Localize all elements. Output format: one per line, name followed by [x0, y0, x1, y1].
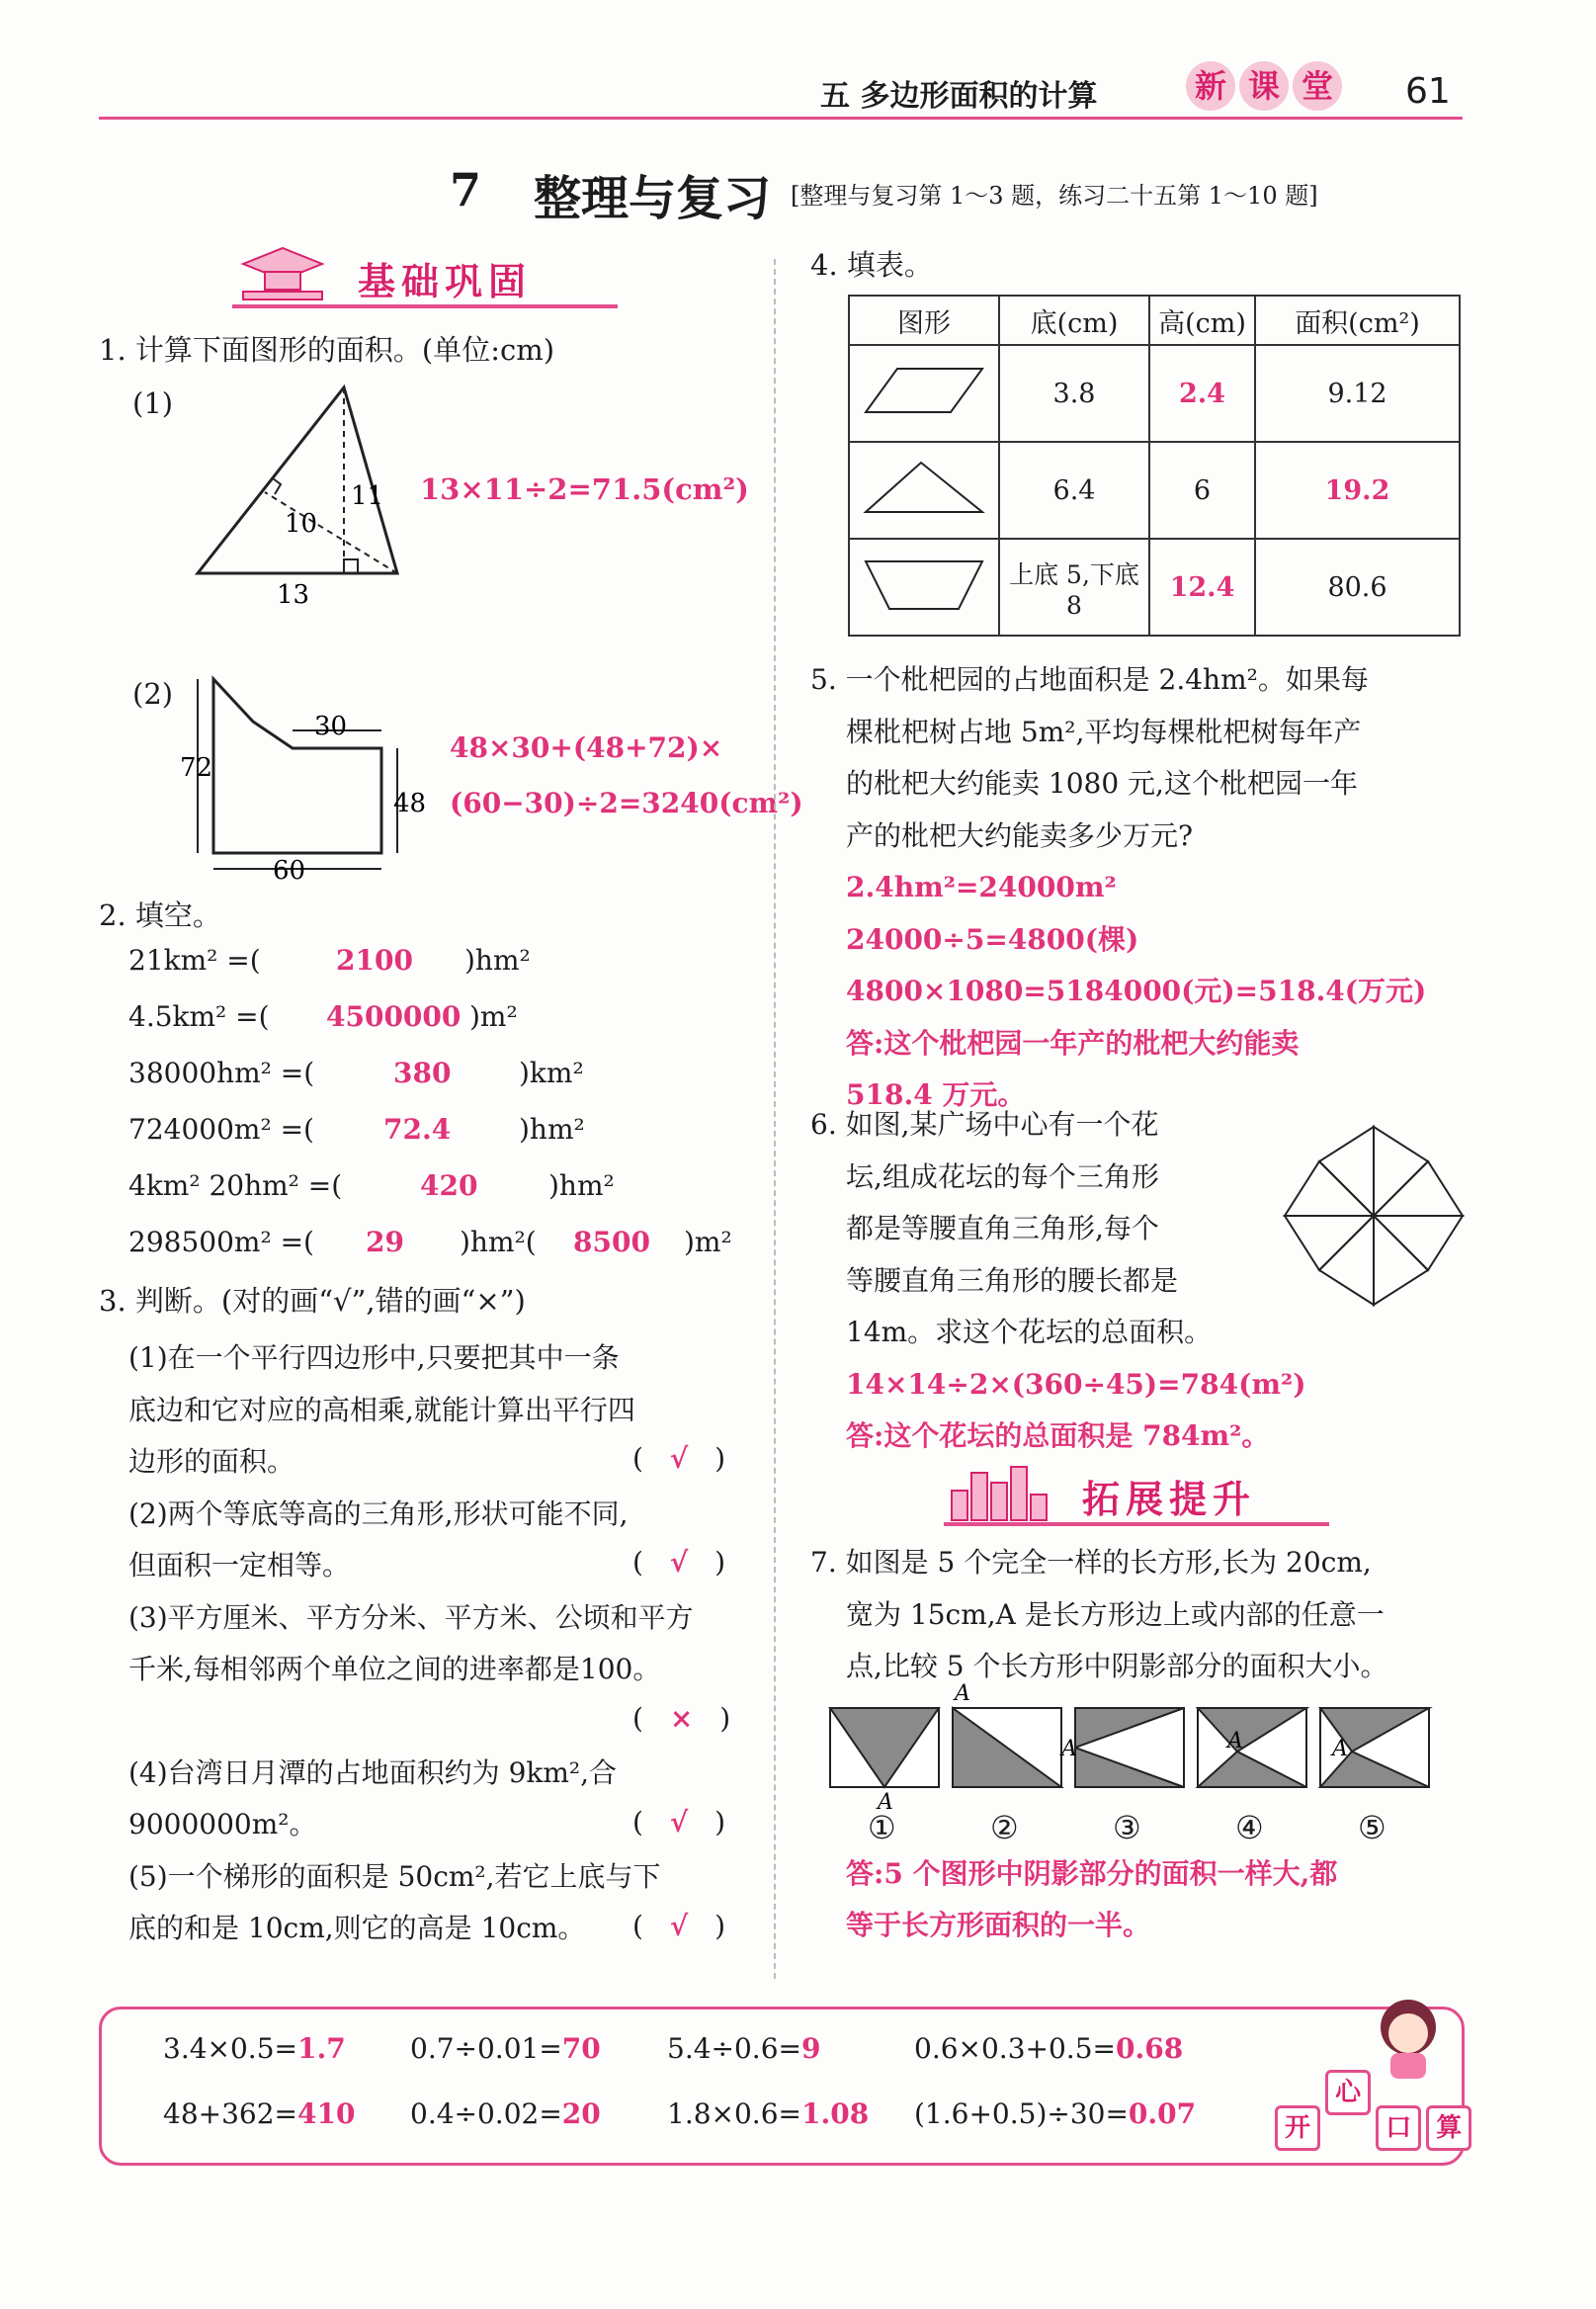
- q3-line: (5)一个梯形的面积是 50cm²,若它上底与下: [128, 1859, 661, 1893]
- q5-line: 5. 一个枇杷园的占地面积是 2.4hm²。如果每: [810, 663, 1369, 696]
- lesson-note: [整理与复习第 1～3 题，练习二十五第 1～10 题]: [791, 182, 1318, 210]
- fill-row: 298500m² =( 29 )hm²( 8500 )m²: [128, 1226, 732, 1258]
- composite-figure: [168, 667, 427, 890]
- q3-body: [128, 1332, 751, 1955]
- q3-line: (4)台湾日月潭的占地面积约为 9km²,合: [128, 1755, 618, 1789]
- table-row: 3.8 2.4 9.12: [849, 345, 1460, 442]
- table-header: 图形: [849, 296, 999, 345]
- q1-part1-label: (1): [132, 386, 174, 420]
- q3-mark: ( √ ): [632, 1806, 726, 1839]
- figure-label: ④: [1235, 1809, 1264, 1846]
- dim-side: 10: [285, 509, 318, 539]
- q6-line: 坛,组成花坛的每个三角形: [846, 1159, 1159, 1193]
- figure-label: ②: [990, 1809, 1019, 1846]
- table-header: 高(cm): [1149, 296, 1255, 345]
- q1-stem: 1. 计算下面图形的面积。(单位:cm): [99, 333, 555, 367]
- table-row: 上底 5,下底 8 12.4 80.6: [849, 539, 1460, 636]
- q6-line: 14m。求这个花坛的总面积。: [846, 1316, 1213, 1348]
- table-header: 底(cm): [999, 296, 1149, 345]
- q1-answer2-line2: (60−30)÷2=3240(cm²): [450, 787, 803, 819]
- table-row: 6.4 6 19.2: [849, 442, 1460, 539]
- fill-row: 724000m² =( 72.4 )hm²: [128, 1113, 585, 1146]
- point-a-label: A: [1332, 1737, 1348, 1761]
- q4-table: [848, 295, 1461, 637]
- girl-mascot-icon: [1369, 1992, 1448, 2081]
- brand-char: 新: [1186, 61, 1235, 111]
- q7-body: [810, 1537, 1388, 1693]
- q1-answer2-line1: 48×30+(48+72)×: [450, 731, 723, 764]
- q5-answer: 2.4hm²=24000m²: [846, 871, 1117, 903]
- q5-line: 产的枇杷大约能卖多少万元?: [846, 818, 1194, 852]
- dim-left: 72: [180, 753, 213, 783]
- q7-line: 7. 如图是 5 个完全一样的长方形,长为 20cm,: [810, 1546, 1372, 1579]
- point-a-label: A: [1061, 1737, 1077, 1761]
- q3-line: (1)在一个平行四边形中,只要把其中一条: [128, 1341, 620, 1374]
- q6-line: 等腰直角三角形的腰长都是: [846, 1263, 1179, 1297]
- buildings-icon: [944, 1461, 1052, 1522]
- point-a-label: A: [878, 1790, 893, 1815]
- q6-line: 6. 如图,某广场中心有一个花: [810, 1108, 1159, 1141]
- q3-stem: 3. 判断。(对的画“√”,错的画“×”): [99, 1284, 526, 1318]
- q2-rows: [128, 944, 732, 1282]
- q6-line: 都是等腰直角三角形,每个: [846, 1212, 1159, 1244]
- q3-line: (3)平方厘米、平方分米、平方米、公顷和平方: [128, 1600, 694, 1634]
- pinwheel-flowerbed-figure: [1275, 1117, 1472, 1315]
- q2-stem: 2. 填空。: [99, 898, 221, 932]
- figure-label: ③: [1113, 1809, 1141, 1846]
- fill-row: 38000hm² =( 380 )km²: [128, 1057, 584, 1089]
- mental-math-box: [99, 2007, 1465, 2166]
- dim-height: 11: [351, 481, 384, 511]
- lesson-number: 7: [450, 163, 482, 216]
- q3-mark: ( √ ): [632, 1442, 726, 1475]
- dim-right: 48: [393, 789, 427, 818]
- rectangles-figure: [828, 1680, 1461, 1815]
- page-number: 61: [1405, 71, 1451, 112]
- q1-answer1: 13×11÷2=71.5(cm²): [420, 472, 749, 506]
- q6-body: [810, 1099, 1305, 1463]
- parallelogram-icon: [860, 361, 988, 420]
- q7-line: 点,比较 5 个长方形中阴影部分的面积大小。: [846, 1650, 1388, 1682]
- q5-answer: 24000÷5=4800(棵): [846, 922, 1139, 956]
- dim-base: 13: [277, 580, 310, 610]
- q3-line: 底的和是 10cm,则它的高是 10cm。: [128, 1912, 586, 1944]
- q6-answer: 14×14÷2×(360÷45)=784(m²): [846, 1367, 1306, 1401]
- q3-mark: ( × ): [632, 1702, 731, 1735]
- mental-math-badge: 开 心 口 算: [1275, 2105, 1471, 2151]
- q3-line: (2)两个等底等高的三角形,形状可能不同,: [128, 1497, 629, 1530]
- lesson-title: 整理与复习: [534, 171, 772, 226]
- q3-line: 但面积一定相等。: [128, 1549, 351, 1582]
- header-rule: [99, 117, 1463, 120]
- q6-answer: 答:这个花坛的总面积是 784m²。: [846, 1419, 1270, 1452]
- section-title-basic: 基础巩固: [358, 260, 533, 303]
- q5-answer: 518.4 万元。: [846, 1078, 1026, 1111]
- q5-line: 棵枇杷树占地 5m²,平均每棵枇杷树每年产: [846, 715, 1362, 748]
- column-divider: [774, 259, 776, 1979]
- q3-line: 边形的面积。: [128, 1445, 295, 1478]
- q4-stem: 4. 填表。: [810, 248, 933, 282]
- q3-mark: ( √ ): [632, 1910, 726, 1942]
- q5-body: [810, 654, 1426, 1122]
- q3-mark: ( √ ): [632, 1546, 726, 1579]
- figure-label: ⑤: [1358, 1809, 1386, 1846]
- fill-row: 21km² =( 2100 )hm²: [128, 944, 531, 977]
- section-title-extend: 拓展提升: [1082, 1478, 1257, 1521]
- triangle-figure: [178, 376, 415, 613]
- brand-char: 课: [1239, 61, 1289, 111]
- point-a-label: A: [955, 1681, 970, 1706]
- point-a-label: A: [1227, 1729, 1243, 1753]
- fill-row: 4km² 20hm² =( 420 )hm²: [128, 1169, 615, 1202]
- figure-label: ①: [868, 1809, 896, 1846]
- q7-line: 宽为 15cm,A 是长方形边上或内部的任意一: [846, 1597, 1385, 1631]
- running-header: 五 多边形面积的计算: [820, 79, 1098, 114]
- q5-line: 的枇杷大约能卖 1080 元,这个枇杷园一年: [846, 767, 1358, 800]
- q3-line: 千米,每相邻两个单位之间的进率都是100。: [128, 1653, 661, 1685]
- dim-bottom: 60: [273, 856, 306, 886]
- graduation-cap-icon: [233, 242, 332, 303]
- q3-line: 9000000m²。: [128, 1808, 317, 1840]
- brand-char: 堂: [1293, 61, 1342, 111]
- q5-answer: 4800×1080=5184000(元)=518.4(万元): [846, 975, 1427, 1007]
- fill-row: 4.5km² =( 4500000 )m²: [128, 1000, 518, 1033]
- table-header: 面积(cm²): [1255, 296, 1460, 345]
- dim-top: 30: [314, 712, 348, 741]
- brand-logo: [1186, 61, 1346, 111]
- q5-answer: 答:这个枇杷园一年产的枇杷大约能卖: [846, 1026, 1300, 1060]
- triangle-icon: [860, 455, 988, 520]
- trapezoid-icon: [860, 552, 988, 617]
- q7-answer: 答:5 个图形中阴影部分的面积一样大,都 等于长方形面积的一半。: [846, 1857, 1338, 1941]
- q1-part2-label: (2): [132, 677, 174, 711]
- q3-line: 底边和它对应的高相乘,就能计算出平行四: [128, 1393, 635, 1426]
